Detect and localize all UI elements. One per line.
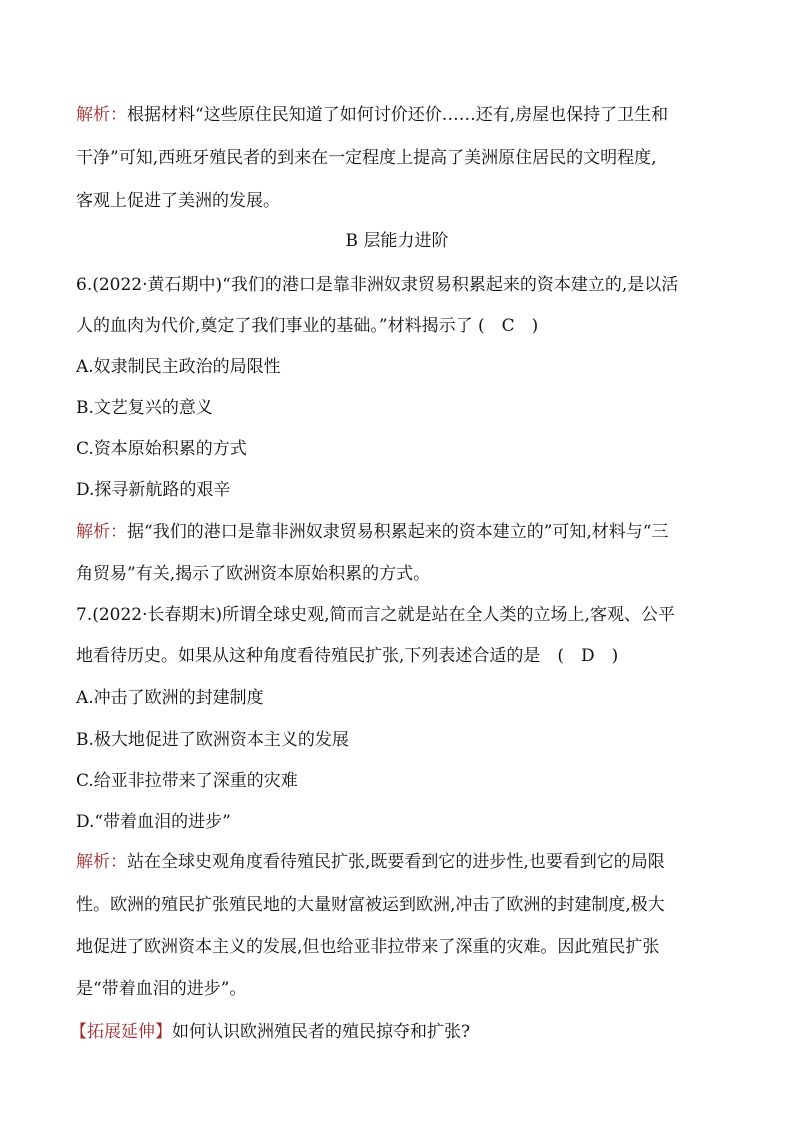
analysis-label: 解析： (76, 852, 127, 872)
analysis-text: 据“我们的港口是靠非洲奴隶贸易积累起来的资本建立的”可知,材料与“三 (127, 522, 669, 542)
q6-option-c: C.资本原始积累的方式 (76, 439, 247, 459)
q6-analysis-line-2: 角贸易”有关,揭示了欧洲资本原始积累的方式。 (76, 564, 431, 584)
q7-stem-line-2: 地看待历史。如果从这种角度看待殖民扩张,下列表述合适的是 ( D ) (76, 646, 619, 666)
q7-option-c: C.给亚非拉带来了深重的灾难 (76, 771, 298, 791)
q7-analysis-line-3: 地促进了欧洲资本主义的发展,但也给亚非拉带来了深重的灾难。因此殖民扩张 (76, 937, 660, 957)
analysis-label: 解析： (76, 105, 127, 125)
analysis-top-line-3: 客观上促进了美洲的发展。 (76, 191, 280, 211)
analysis-text: 站在全球史观角度看待殖民扩张,既要看到它的进步性,也要看到它的局限 (127, 852, 665, 872)
q7-analysis-line-4: 是“带着血泪的进步”。 (76, 979, 247, 999)
q6-option-d: D.探寻新航路的艰辛 (76, 480, 231, 500)
q6-stem-line-2: 人的血肉为代价,奠定了我们事业的基础。”材料揭示了 ( C ) (76, 316, 539, 336)
q6-analysis-line-1 (76, 521, 726, 543)
q7-stem-line-1: 7.(2022·长春期末)所谓全球史观,简而言之就是站在全人类的立场上,客观、公平 (76, 605, 675, 625)
analysis-top-line-1 (76, 104, 726, 126)
q6-option-b: B.文艺复兴的意义 (76, 398, 213, 418)
q7-analysis-line-1 (76, 851, 726, 873)
q7-analysis-line-2: 性。欧洲的殖民扩张殖民地的大量财富被运到欧洲,冲击了欧洲的封建制度,极大 (76, 895, 665, 915)
analysis-top-line-2: 干净”可知,西班牙殖民者的到来在一定程度上提高了美洲原住居民的文明程度, (76, 148, 657, 168)
q6-option-a: A.奴隶制民主政治的局限性 (76, 357, 281, 377)
extension-line (70, 1021, 720, 1043)
section-title: B 层能力进阶 (345, 231, 449, 251)
analysis-text: 根据材料“这些原住民知道了如何讨价还价……还有,房屋也保持了卫生和 (127, 105, 669, 125)
extension-label: 【拓展延伸】 (70, 1022, 172, 1042)
extension-text: 如何认识欧洲殖民者的殖民掠夺和扩张? (172, 1022, 471, 1042)
q7-option-a: A.冲击了欧洲的封建制度 (76, 688, 264, 708)
q7-option-b: B.极大地促进了欧洲资本主义的发展 (76, 730, 349, 750)
analysis-label: 解析： (76, 522, 127, 542)
q6-stem-line-1: 6.(2022·黄石期中)“我们的港口是靠非洲奴隶贸易积累起来的资本建立的,是以活 (76, 275, 679, 295)
q7-option-d: D.“带着血泪的进步” (76, 812, 231, 832)
